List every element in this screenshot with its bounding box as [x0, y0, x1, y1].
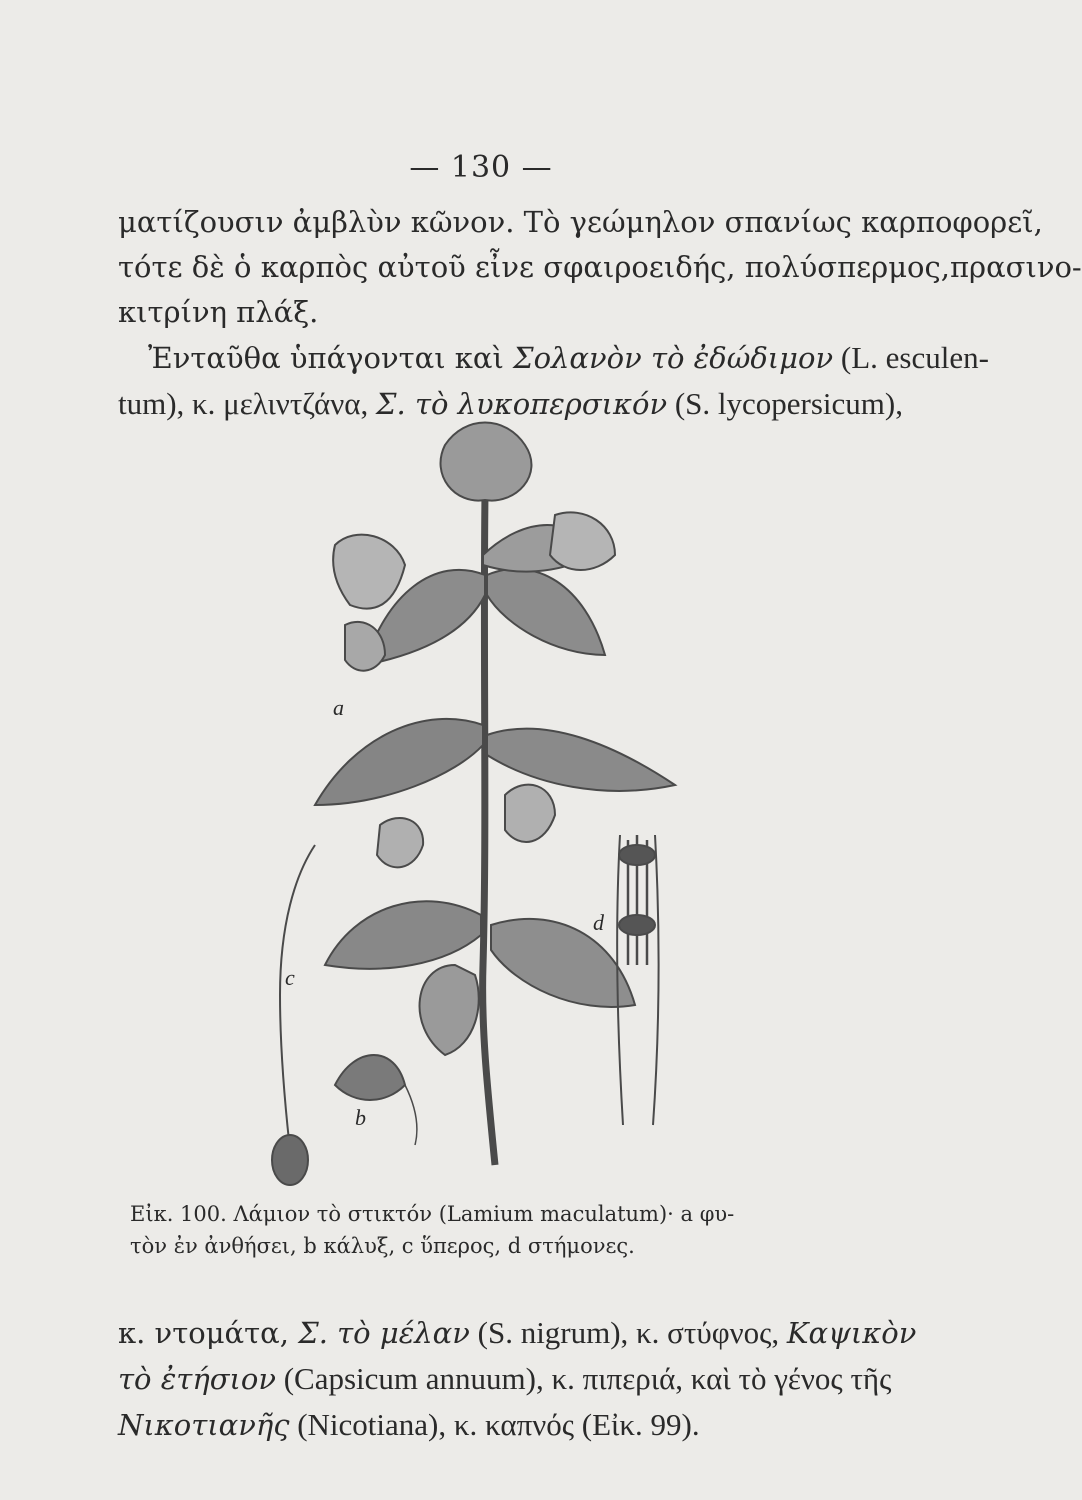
italic-term: Σ. τὸ μέλαν	[298, 1316, 470, 1350]
leaf-shape	[487, 729, 675, 791]
italic-term: Νικοτιανῆς	[118, 1408, 290, 1442]
text-span: κ. ντομάτα,	[118, 1316, 299, 1350]
figure-caption	[130, 1198, 870, 1262]
page-number: — 130 —	[409, 150, 553, 185]
leaf-shape	[325, 901, 481, 969]
calyx-shape	[335, 1055, 405, 1100]
flower-shape	[505, 785, 555, 842]
pistil-shape	[280, 845, 315, 1150]
text-line	[118, 1402, 888, 1448]
latin-name: tum), κ. μελιντζάνα,	[118, 386, 376, 421]
flower-cluster-shape	[441, 423, 532, 501]
latin-name: (Nicotiana), κ. καπνός (Εἰκ. 99).	[289, 1407, 700, 1442]
latin-name: (Capsicum annuum), κ. πιπεριά, καὶ τὸ γένος τῆς	[275, 1361, 892, 1396]
italic-term: Σ. τὸ λυκοπερσικόν	[376, 387, 668, 421]
italic-term: Καψικὸν	[786, 1316, 917, 1350]
leaf-shape	[491, 919, 635, 1007]
figure-label-a: a	[333, 695, 344, 720]
text-line	[118, 1310, 917, 1356]
plant-illustration	[255, 405, 715, 1185]
figure-label-c: c	[285, 965, 295, 990]
leaf-shape	[420, 965, 479, 1055]
text-line: ματίζουσιν ἀμβλὺν κῶνον. Τὸ γεώμηλον σπανίως καρποφορεῖ,	[118, 205, 1043, 239]
figure-label-b: b	[355, 1105, 366, 1130]
text-line	[118, 335, 989, 381]
flower-shape	[550, 512, 615, 570]
text-line: τότε δὲ ὁ καρπὸς αὐτοῦ εἶνε σφαιροειδής, πολύσπερμος,πρασινο-	[118, 250, 1082, 284]
caption-line: τὸν ἐν ἀνθήσει, b κάλυξ, c ὕπερος, d στήμονες.	[130, 1234, 635, 1258]
latin-name: (S. lycopersicum),	[667, 386, 903, 421]
latin-name: (S. nigrum), κ. στύφνος,	[469, 1315, 787, 1350]
pistil-ovary-shape	[272, 1135, 308, 1185]
caption-line: Εἰκ. 100. Λάμιον τὸ στικτόν (Lamium maculatum)· a φυ-	[130, 1202, 735, 1226]
flower-shape	[333, 535, 405, 609]
text-line	[118, 1356, 892, 1402]
bottom-paragraph	[118, 1310, 917, 1448]
text-line: κιτρίνη πλάξ.	[118, 295, 319, 329]
italic-term: Σολανὸν τὸ ἐδώδιμον	[513, 341, 834, 375]
text-span: Ἐνταῦθα ὑπάγονται καὶ	[148, 341, 514, 375]
italic-term: τὸ ἐτήσιον	[118, 1362, 276, 1396]
leaf-shape	[487, 569, 605, 655]
lamium-drawing	[255, 405, 715, 1185]
leaf-shape	[315, 719, 483, 805]
latin-name: (L. esculen-	[833, 340, 989, 375]
top-paragraph	[118, 200, 1082, 427]
figure-label-d: d	[593, 910, 604, 935]
flower-shape	[377, 818, 423, 867]
